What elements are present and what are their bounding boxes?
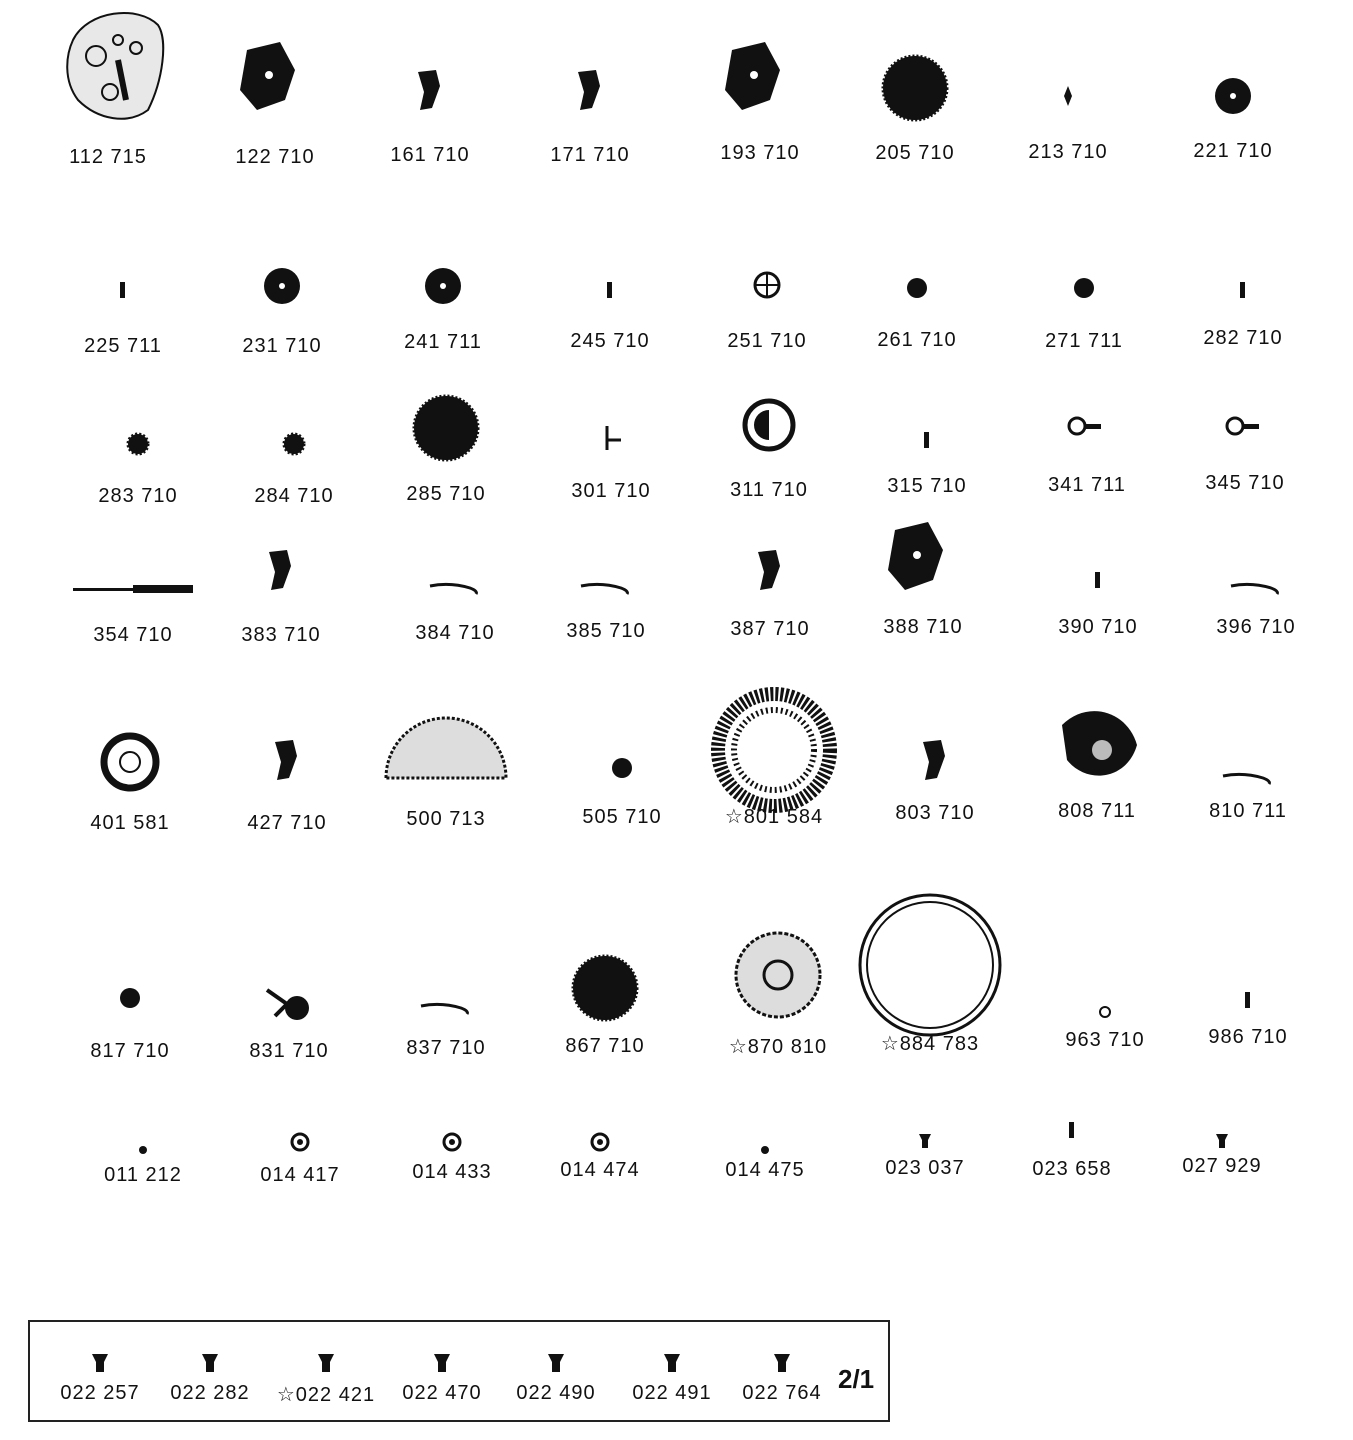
part-code: 384 710 [415, 622, 495, 644]
screw-icon [496, 1322, 616, 1387]
part-code: 261 710 [877, 329, 957, 351]
part-code: 014 433 [412, 1161, 492, 1183]
screw-code: 022 764 [742, 1382, 822, 1404]
screw-item [722, 1322, 842, 1422]
part-item [1143, 0, 1323, 200]
part-item [500, 0, 680, 200]
part-code: 251 710 [727, 330, 807, 352]
part-item [191, 480, 371, 680]
part-code: ☆870 810 [728, 1036, 828, 1058]
screw-code: 022 490 [516, 1382, 596, 1404]
screw-icon [40, 1322, 160, 1387]
screw-icon [266, 1322, 386, 1387]
part-code: 011 212 [104, 1164, 182, 1186]
part-code: 161 710 [390, 144, 470, 166]
part-code: 245 710 [570, 330, 650, 352]
screw-icon [722, 1322, 842, 1387]
part-code: ☆884 783 [880, 1033, 980, 1055]
part-code: 213 710 [1028, 141, 1108, 163]
screw-code: 022 257 [60, 1382, 140, 1404]
part-code: ☆801 584 [724, 806, 824, 828]
part-item [197, 670, 377, 870]
screw-code: 022 470 [402, 1382, 482, 1404]
part-code: 354 710 [93, 624, 173, 646]
part-code: 837 710 [406, 1037, 486, 1059]
part-code: 271 711 [1045, 330, 1123, 352]
part-code: 505 710 [582, 806, 662, 828]
part-code: 284 710 [254, 485, 334, 507]
part-code: 023 037 [885, 1157, 965, 1179]
part-code: 023 658 [1032, 1158, 1112, 1180]
part-code: 193 710 [720, 142, 800, 164]
part-code: 283 710 [98, 485, 178, 507]
part-code: 315 710 [887, 475, 967, 497]
part-item [340, 0, 520, 200]
part-item [53, 1030, 233, 1230]
part-code: 231 710 [242, 335, 322, 357]
part-item [675, 1030, 855, 1230]
part-code: 241 711 [404, 331, 482, 353]
part-item [40, 670, 220, 870]
part-code: 345 710 [1205, 472, 1285, 494]
part-code: 171 710 [550, 144, 630, 166]
part-code: 390 710 [1058, 616, 1138, 638]
screws-box [28, 1320, 890, 1422]
part-item [1166, 480, 1346, 680]
part-item [1132, 1030, 1312, 1230]
part-item [1158, 670, 1338, 870]
part-item [185, 0, 365, 200]
part-code: 817 710 [90, 1040, 170, 1062]
part-item [18, 0, 198, 200]
part-code: 285 710 [406, 483, 486, 505]
part-code: 341 711 [1048, 474, 1126, 496]
part-code: 401 581 [90, 812, 170, 834]
part-code: 387 710 [730, 618, 810, 640]
screw-icon [150, 1322, 270, 1387]
part-code: 301 710 [571, 480, 651, 502]
part-code: 014 475 [725, 1159, 805, 1181]
part-code: 396 710 [1216, 616, 1296, 638]
part-code: 221 710 [1193, 140, 1273, 162]
part-code: 112 715 [69, 146, 147, 168]
screw-icon [382, 1322, 502, 1387]
screw-item [496, 1322, 616, 1422]
part-item [670, 0, 850, 200]
part-code: 282 710 [1203, 327, 1283, 349]
part-code: 963 710 [1065, 1029, 1145, 1051]
part-code: 014 417 [260, 1164, 340, 1186]
part-code: 014 474 [560, 1159, 640, 1181]
part-code: 810 711 [1209, 800, 1287, 822]
part-item [516, 480, 696, 680]
part-code: 831 710 [249, 1040, 329, 1062]
part-code: 027 929 [1182, 1155, 1262, 1177]
part-code: 803 710 [895, 802, 975, 824]
part-code: 225 711 [84, 335, 162, 357]
part-item [510, 1030, 690, 1230]
part-code: 808 711 [1058, 800, 1136, 822]
screw-item [266, 1322, 386, 1422]
part-item [684, 670, 864, 870]
part-code: 122 710 [235, 146, 315, 168]
part-code: 385 710 [566, 620, 646, 642]
screw-code: 022 491 [632, 1382, 712, 1404]
screw-item [40, 1322, 160, 1422]
part-code: 986 710 [1208, 1026, 1288, 1048]
screw-code: 022 282 [170, 1382, 250, 1404]
part-code: 388 710 [883, 616, 963, 638]
screw-code: ☆022 421 [276, 1384, 376, 1406]
part-item [978, 0, 1158, 200]
part-code: 383 710 [241, 624, 321, 646]
part-item [356, 670, 536, 870]
part-code: 500 713 [406, 808, 486, 830]
part-code: 311 710 [730, 479, 808, 501]
screw-item [612, 1322, 732, 1422]
part-code: 205 710 [875, 142, 955, 164]
screw-item [150, 1322, 270, 1422]
screw-icon [612, 1322, 732, 1387]
part-item [1008, 480, 1188, 680]
screw-item [382, 1322, 502, 1422]
part-item [845, 670, 1025, 870]
part-code: 867 710 [565, 1035, 645, 1057]
scale-label: 2/1 [838, 1364, 875, 1394]
part-code: 427 710 [247, 812, 327, 834]
